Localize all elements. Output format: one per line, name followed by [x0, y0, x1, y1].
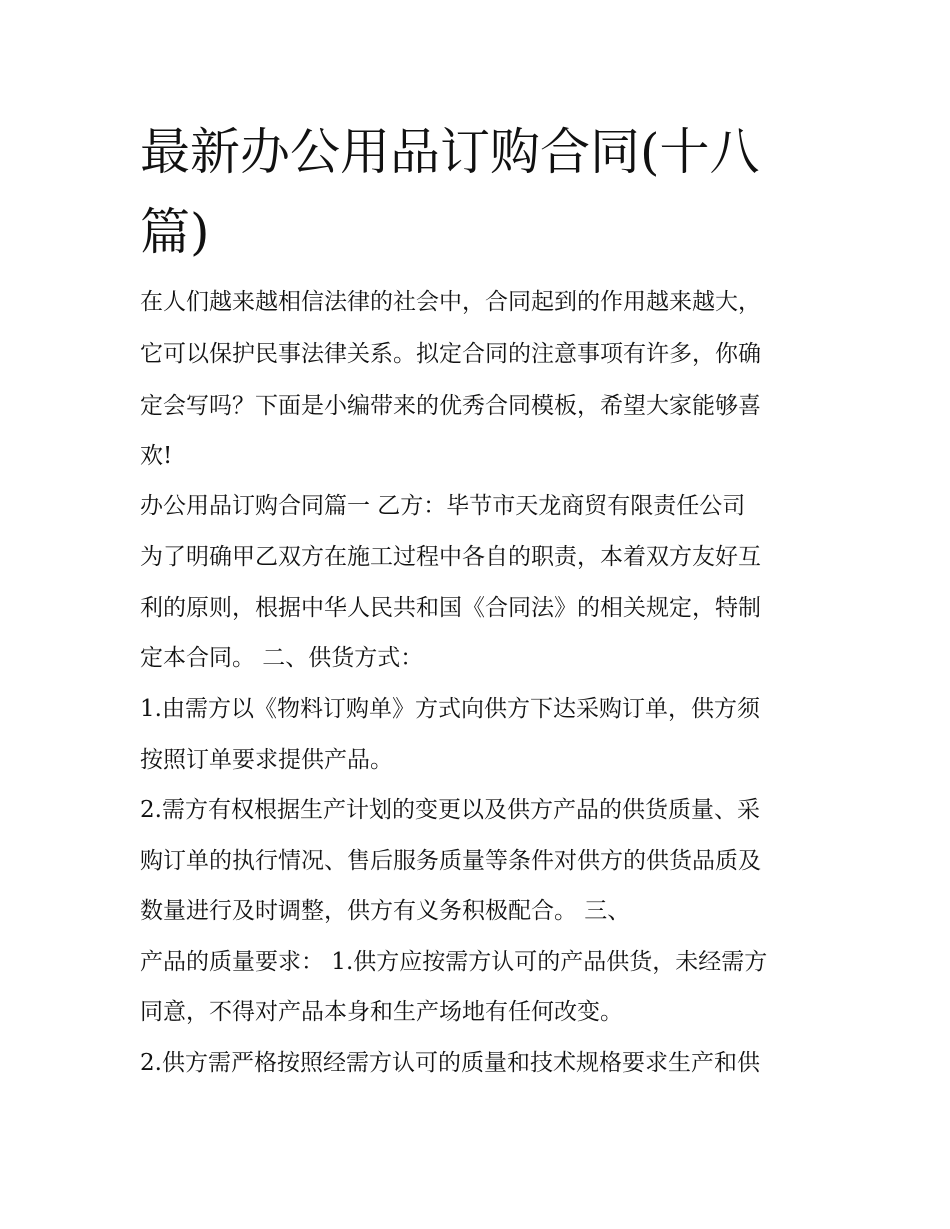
text-line: 为了明确甲乙双方在施工过程中各自的职责，本着双方友好互	[140, 544, 761, 570]
text-line: 2.供方需严格按照经需方认可的质量和技术规格要求生产和供	[140, 1050, 760, 1076]
text-line: 1.由需方以《物料订购单》方式向供方下达采购订单，供方须	[140, 696, 760, 722]
text-line: 产品的质量要求： 1.供方应按需方认可的产品供货，未经需方	[140, 949, 768, 975]
text-line: 利的原则，根据中华人民共和国《合同法》的相关规定，特制	[140, 595, 761, 621]
text-line: 定本合同。 二、供货方式：	[140, 645, 424, 671]
text-line: 数量进行及时调整，供方有义务积极配合。 三、	[140, 898, 631, 924]
title-line-1: 最新办公用品订购合同(十八	[140, 123, 760, 181]
text-line: 2.需方有权根据生产计划的变更以及供方产品的供货质量、采	[140, 797, 760, 823]
text-line: 购订单的执行情况、售后服务质量等条件对供方的供货品质及	[140, 848, 761, 874]
text-line: 定会写吗？下面是小编带来的优秀合同模板，希望大家能够喜	[140, 393, 761, 419]
text-line: 欢!	[140, 443, 173, 469]
text-line: 按照订单要求提供产品。	[140, 747, 393, 773]
text-line: 办公用品订购合同篇一 乙方：毕节市天龙商贸有限责任公司	[140, 493, 746, 519]
text-line: 同意，不得对产品本身和生产场地有任何改变。	[140, 999, 623, 1025]
text-line: 在人们越来越相信法律的社会中，合同起到的作用越来越大，	[140, 289, 761, 315]
document-title	[140, 112, 830, 272]
text-line: 它可以保护民事法律关系。拟定合同的注意事项有许多，你确	[140, 341, 761, 367]
title-line-2: 篇)	[140, 203, 210, 261]
